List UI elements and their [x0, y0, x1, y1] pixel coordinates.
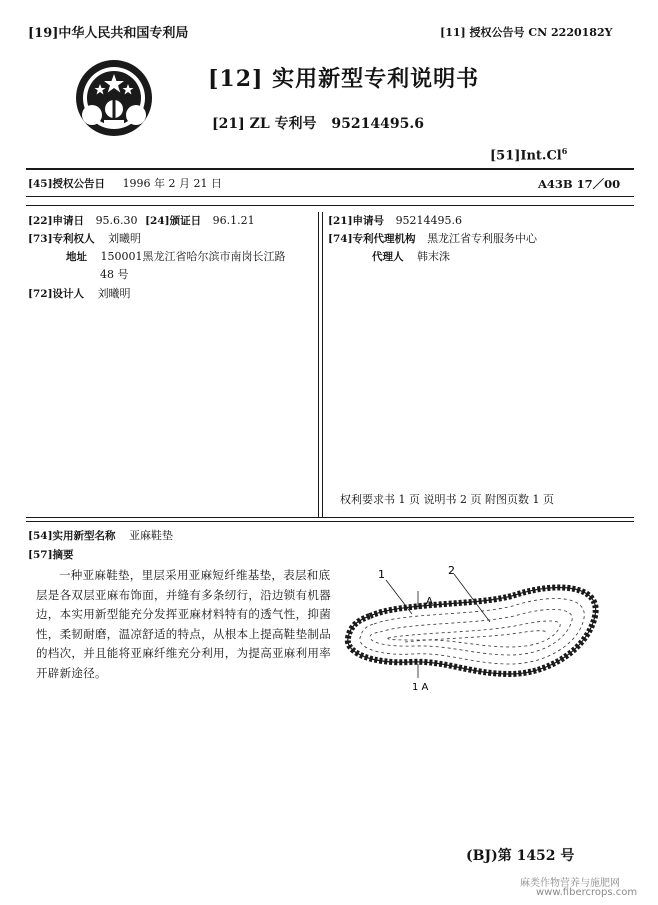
watermark-chinese: 麻类作物营养与施肥网 [520, 878, 620, 889]
application-date-label: [22]申请日 [28, 215, 85, 227]
address-line-1: 150001黑龙江省哈尔滨市南岗长江路 [100, 250, 286, 263]
document-type-title: [12] 实用新型专利说明书 [208, 66, 480, 92]
agent: 韩末洙 [417, 250, 450, 263]
agency: 黑龙江省专利服务中心 [427, 232, 538, 245]
issuing-office: [19]中华人民共和国专利局 [28, 26, 189, 41]
national-emblem [66, 57, 162, 139]
application-date: 95.6.30 [95, 214, 138, 227]
abstract-label [28, 547, 74, 563]
patent-number-line [212, 113, 424, 133]
patent-number-prefix: [21] ZL 专利号 [212, 116, 317, 132]
insole-figure [330, 562, 630, 702]
abstract-text: 一种亚麻鞋垫，里层采用亚麻短纤维基垫，表层和底层是各双层亚麻布饰面，并缝有多条纫行，沿边锁有机器边，本实用新型能充分发挥亚麻材料特有的透气性，抑菌性，柔韧耐磨，温凉舒适的特点，从根本上提高鞋垫制品的档次，并且能将亚麻纤维充分利用，为提高亚麻利用率开辟新途径。 [36, 568, 331, 680]
agency-row [328, 231, 537, 247]
patentee-label: [73]专利权人 [28, 233, 95, 245]
grant-date-label: [45]授权公告日 [28, 178, 106, 190]
utility-model-title: 亚麻鞋垫 [129, 529, 174, 542]
figure-label-a-bottom: 1 A [412, 682, 429, 693]
divider-2 [26, 205, 634, 206]
stitch-line-3 [388, 621, 560, 647]
designer-row [28, 286, 131, 302]
footer-code: (BJ)第 1452 号 [466, 848, 575, 864]
application-number-label: [21]申请号 [328, 215, 385, 227]
address-row [66, 249, 286, 265]
figure-label-2: 2 [448, 564, 455, 577]
column-divider-left [318, 212, 319, 517]
figure-label-a-top: A [426, 596, 433, 607]
column-divider-right [322, 212, 323, 517]
certificate-date: 96.1.21 [212, 214, 255, 227]
patent-number: 95214495.6 [331, 116, 424, 132]
designer: 刘曦明 [97, 287, 131, 300]
utility-model-title-label: [54]实用新型名称 [28, 530, 116, 542]
patentee: 刘曦明 [108, 232, 142, 245]
divider-3 [26, 517, 634, 518]
divider-4 [26, 521, 634, 522]
grant-date: 1996 年 2 月 21 日 [122, 177, 223, 190]
header-divider [26, 168, 634, 170]
agent-label: 代理人 [372, 251, 404, 263]
designer-label: [72]设计人 [28, 288, 85, 300]
stitch-line-2 [370, 609, 572, 655]
certificate-date-label: [24]颁证日 [145, 215, 202, 227]
int-cl-edition: 6 [561, 146, 568, 156]
patentee-row [28, 231, 141, 247]
stitch-line-1 [360, 598, 584, 664]
insole-outline [348, 587, 596, 674]
address-line-2: 48 号 [100, 268, 129, 281]
ipc-code: A43B 17／00 [538, 177, 621, 191]
agent-row [372, 249, 450, 265]
divider-1 [26, 196, 634, 197]
figure-label-1: 1 [378, 568, 385, 581]
publication-code: [11] 授权公告号 CN 2220182Y [440, 26, 613, 39]
application-number-row [328, 213, 462, 229]
address-label: 地址 [66, 251, 87, 263]
int-cl [490, 146, 567, 163]
page-counts: 权利要求书 1 页 说明书 2 页 附图页数 1 页 [340, 493, 554, 506]
grant-date-row [28, 176, 222, 192]
application-number: 95214495.6 [395, 214, 463, 227]
agency-label: [74]专利代理机构 [328, 233, 416, 245]
abstract-heading: [57]摘要 [28, 549, 74, 561]
int-cl-label: [51]Int.Cl [490, 148, 562, 164]
utility-model-title-row [28, 528, 173, 544]
stitch-line-4 [405, 631, 546, 642]
application-date-row [28, 213, 255, 229]
watermark-url: www.fibercrops.com [536, 887, 638, 898]
